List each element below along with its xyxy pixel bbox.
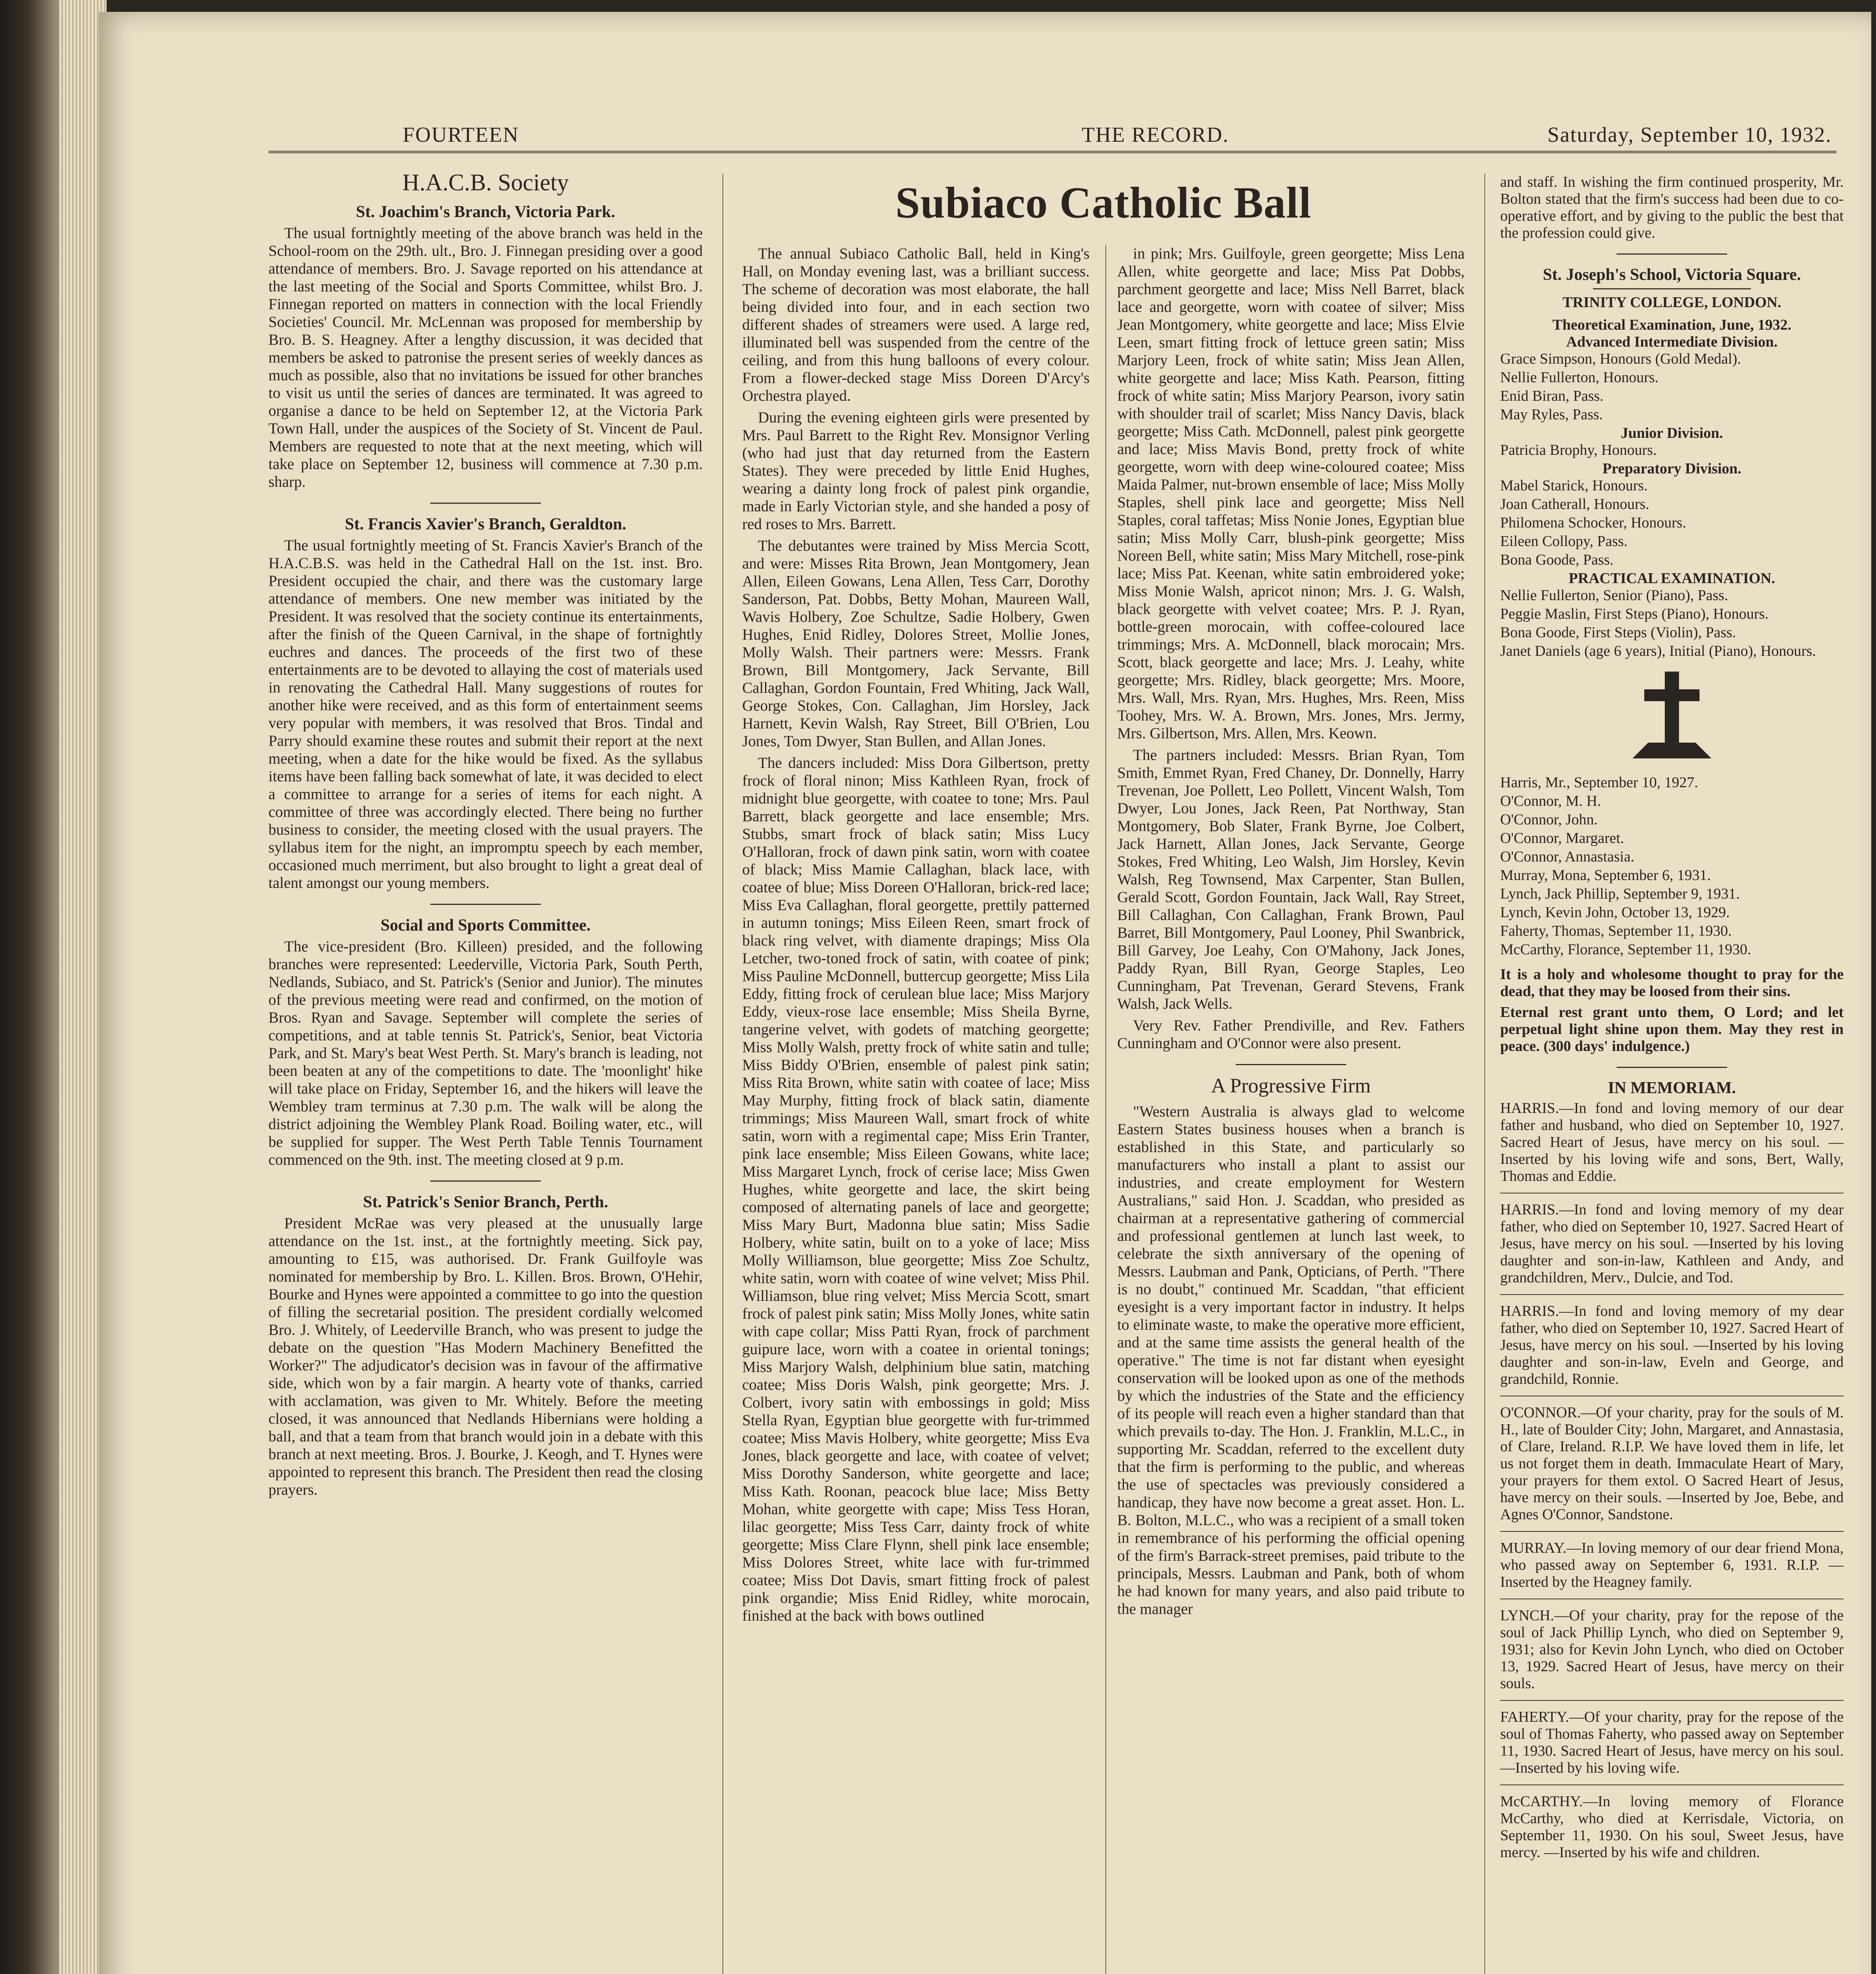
article-text: The dancers included: Miss Dora Gilbertson, pretty frock of floral ninon; Miss Kathleen Ryan, frock of midnight blue georgette, with coatee to tone; Mrs. Paul Barrett, black georgette and lace ensemble; Mrs. Stubbs, smart frock of black satin; Miss Lucy O'Halloran, frock of dawn pink satin, worn with coatee of black; Miss Mamie Callaghan, black lace, with coatee of blue; Miss Doreen O'Halloran, brick-red lace; Miss Eva Callaghan, floral georgette, prettily patterned in autumn tonings; Miss Eileen Reen, smart frock of black ring velvet, with diamente drapings; Miss Ola Letcher, two-toned frock of satin, with coatee of pink; Miss Pauline McDonnell, buttercup georgette; Miss Lila Eddy, fitting frock of cerulean blue lace; Miss Marjory Eddy, vieux-rose lace ensemble; Miss Sheila Byrne, tangerine velvet, with godets of matching georgette; Miss Molly Walsh, pretty frock of white satin and tulle; Miss Biddy O'Brien, ensemble of palest pink satin; Miss Rita Brown, white satin with coatee of lace; Miss May Murphy, fitting frock of black satin, diamente trimmings; Miss Maureen Wall, smart frock of white satin, worn with a regimental cape; Miss Erin Tranter, pink lace ensemble; Miss Eileen Gowans, white lace; Miss Margaret Lynch, frock of cerise lace; Miss Gwen Hughes, white georgette and lace, the skirt being composed of alternating panels of lace and georgette; Miss Mary Burt, Madonna blue satin; Miss Sadie Holbery, white satin, built on to a yoke of lace; Miss Molly Williamson, blue georgette; Miss Zoe Schultz, white satin, worn with coatee of wine velvet; Miss Phil. Williamson, blue ring velvet; Miss Mercia Scott, smart frock of palest pink satin; Miss Molly Jones, white satin with cape collar; Miss Patti Ryan, frock of parchment guipure lace, worn with a coatee in oriental tonings; Miss Marjory Walsh, delphinium blue satin, matching coatee; Miss Doris Walsh, pink georgette; Mrs. J. Colbert, ivory satin with embossings in gold; Miss Stella Ryan, Egyptian blue georgette with fur-trimmed coatee; Miss Mavis Holbery, white georgette; Miss Eva Jones, black georgette and lace, with coatee of velvet; Miss Dorothy Sanderson, white georgette and lace; Miss Kath. Roonan, peacock blue lace; Miss Betty Mohan, white georgette with cape; Miss Tess Horan, lilac georgette; Miss Tess Carr, dainty frock of white georgette; Miss Clare Flynn, shell pink lace ensemble; Miss Dolores Street, white lace with fur-trimmed coatee; Miss Dot Davis, smart fitting frock of palest pink organdie; Miss Enid Ridley, white morocain, finished at the back with bows outlined bbox=[742, 754, 1090, 1624]
article-text: in pink; Mrs. Guilfoyle, green georgette; Miss Lena Allen, white georgette and lace; Miss Pat Dobbs, parchment georgette and lace; Miss Nell Barret, black lace and georgette, worn with coatee of silver; Miss Jean Montgomery, white georgette and lace; Miss Elvie Leen, smart fitting frock of lettuce green satin; Miss Marjory Leen, frock of white satin; Miss Jean Allen, white georgette and lace; Miss Kath. Pearson, fitting frock of white satin; Miss Marjory Pearson, ivory satin with shoulder trail of scarlet; Miss Nancy Davis, black georgette; Miss Cath. McDonnell, palest pink georgette and lace; Miss Mavis Bond, pretty frock of white georgette, worn with deep wine-coloured coatee; Miss Maida Palmer, nut-brown ensemble of lace; Miss Molly Staples, shell pink lace and georgette; Miss Nell Staples, coral taffetas; Miss Nonie Jones, Egyptian blue satin; Miss Molly Carr, blush-pink georgette; Miss Noreen Bell, white satin; Miss Mary Mitchell, rose-pink lace; Miss Pat. Keenan, white satin embroidered yoke; Miss Monie Walsh, apricot ninon; Mrs. J. G. Walsh, black georgette with velvet coatee; Mrs. P. J. Ryan, bottle-green morocain, with coffee-coloured lace trimmings; Mrs. A. McDonnell, black morocain; Mrs. Scott, black georgette and lace; Mrs. J. Leahy, white georgette; Mrs. Ridley, black georgette; Mrs. Moore, Mrs. Wall, Mrs. Ryan, Mrs. Hughes, Mrs. Reen, Miss Toohey, Mrs. W. A. Brown, Mrs. Jones, Mrs. Jermy, Mrs. Gilbertson, Mrs. Allen, Mrs. Keown. bbox=[1117, 245, 1465, 742]
article-text: The annual Subiaco Catholic Ball, held in King's Hall, on Monday evening last, was a brilliant success. The scheme of decoration was most elaborate, the hall being divided into four, and in each section two different shades of streamers were used. A large red, illuminated bell was suspended from the centre of the ceiling, and from this hung balloons of every colour. From a flower-decked stage Miss Doreen D'Arcy's Orchestra played. bbox=[742, 245, 1090, 404]
exam-title: Theoretical Examination, June, 1932. bbox=[1552, 317, 1792, 333]
firm-title: A Progressive Firm bbox=[1211, 1075, 1371, 1097]
result-item: Bona Goode, Pass. bbox=[1500, 552, 1614, 568]
deaths-list bbox=[1500, 774, 1844, 958]
result-item: Grace Simpson, Honours (Gold Medal). bbox=[1500, 351, 1741, 367]
in-memoriam bbox=[1500, 1080, 1844, 1861]
death-entry: O'Connor, Annastasia. bbox=[1500, 848, 1634, 865]
result-item: Nellie Fullerton, Senior (Piano), Pass. bbox=[1500, 587, 1728, 604]
result-item: Patricia Brophy, Honours. bbox=[1500, 442, 1657, 458]
right-column bbox=[1500, 174, 1844, 1974]
eternal-rest-text: Eternal rest grant unto them, O Lord; and let perpetual light shine upon them. May they rest in peace. (300 days' indulgence.) bbox=[1500, 1004, 1844, 1055]
death-entry: Faherty, Thomas, September 11, 1930. bbox=[1500, 923, 1732, 939]
result-item: Joan Catherall, Honours. bbox=[1500, 496, 1649, 512]
divider bbox=[430, 904, 541, 905]
article-text: and staff. In wishing the firm continued prosperity, Mr. Bolton stated that the firm's success had been due to co-operative effort, and by giving to the public the best that the profession could give. bbox=[1500, 174, 1844, 241]
death-entry: O'Connor, M. H. bbox=[1500, 793, 1601, 809]
result-item: Philomena Schocker, Honours. bbox=[1500, 514, 1687, 531]
article-text: The vice-president (Bro. Killeen) presided, and the following branches were represented: Leederville, Victoria Park, South Perth, Nedlands, Subiaco, and St. Patrick's (Senior and Junior). The minutes of the previous meeting were read and confirmed, on the motion of Bros. Ryan and Savage. September will complete the series of competitions, and at table tennis St. Patrick's, Senior, beat Victoria Park, and St. Mary's beat West Perth. St. Mary's branch is leading, not been beaten at any of the competitions to date. The 'moonlight' hike will take place on Friday, September 16, and the hikers will leave the Wembley tram terminus at 7.30 p.m. The walk will be along the district adjoining the Wembley Plank Road. Boiling water, etc., will be supplied for supper. The West Perth Table Tennis Tournament commenced on the 9th. inst. The meeting closed at 9 p.m. bbox=[268, 938, 703, 1168]
article-text: President McRae was very pleased at the unusually large attendance on the 1st. inst., at the fortnightly meeting. Sick pay, amounting to £15, was authorised. Dr. Frank Guilfoyle was nominated for membership by Bro. L. Killen. Bros. Brown, O'Hehir, Bourke and Hynes were appointed a committee to go into the question of filling the secretarial position. The president cordially welcomed Bro. J. Whitely, of Leederville Branch, who was present to judge the debate on the question "Has Modern Machinery Benefitted the Worker?" The adjudicator's decision was in favour of the affirmative side, which won by a fair margin. A hearty vote of thanks, carried with acclamation, was given to Mr. Whitely. Before the meeting closed, it was announced that Nedlands Hibernians were holding a ball, and that a team from that branch would join in a debate with this branch at next meeting. Bros. J. Bourke, J. Keogh, and T. Hynes were appointed to represent this branch. The President then read the closing prayers. bbox=[268, 1215, 703, 1498]
division-preparatory: Preparatory Division. bbox=[1602, 460, 1741, 477]
division-advanced: Advanced Intermediate Division. bbox=[1566, 334, 1778, 350]
memoriam-title: IN MEMORIAM. bbox=[1608, 1079, 1736, 1097]
result-item: Nellie Fullerton, Honours. bbox=[1500, 369, 1659, 386]
section-heading: St. Patrick's Senior Branch, Perth. bbox=[363, 1193, 608, 1211]
death-entry: Lynch, Kevin John, October 13, 1929. bbox=[1500, 904, 1730, 921]
college-name: TRINITY COLLEGE, LONDON. bbox=[1563, 294, 1781, 311]
school-title: St. Joseph's School, Victoria Square. bbox=[1543, 266, 1801, 284]
divider bbox=[1617, 1067, 1727, 1068]
divider bbox=[1617, 253, 1727, 255]
memoriam-entry: HARRIS.—In fond and loving memory of my dear father, who died on September 10, 1927. Sacred Heart of Jesus, have mercy on his soul. —Inserted by his loving daughter and son-in-law, Kathleen and Andy, and grandchildren, Merv., Dulcie, and Tod. bbox=[1500, 1201, 1844, 1286]
memoriam-entry: MURRAY.—In loving memory of our dear friend Mona, who passed away on September 6, 1931. R.I.P. —Inserted by the Heagney family. bbox=[1500, 1540, 1844, 1590]
result-item: Janet Daniels (age 6 years), Initial (Piano), Honours. bbox=[1500, 643, 1816, 659]
memoriam-entry: HARRIS.—In fond and loving memory of my dear father, who died on September 10, 1927. Sacred Heart of Jesus, have mercy on his soul. —Inserted by his loving daughter and son-in-law, Eveln and George, and grandchild, Ronnie. bbox=[1500, 1303, 1844, 1387]
death-entry: Murray, Mona, September 6, 1931. bbox=[1500, 867, 1711, 884]
memoriam-entry: FAHERTY.—Of your charity, pray for the repose of the soul of Thomas Faherty, who passed away on September 11, 1930. Sacred Heart of Jesus, have mercy on his soul. —Inserted by his loving wife. bbox=[1500, 1709, 1844, 1776]
divider bbox=[430, 503, 541, 504]
page-number: FOURTEEN bbox=[403, 123, 519, 146]
article-text: Very Rev. Father Prendiville, and Rev. Fathers Cunningham and O'Connor were also present. bbox=[1117, 1017, 1465, 1052]
memoriam-entry: McCARTHY.—In loving memory of Florance McCarthy, who died at Kerrisdale, Victoria, on September 11, 1930. On his soul, Sweet Jesus, have mercy. —Inserted by his wife and children. bbox=[1500, 1793, 1844, 1861]
masthead-rule bbox=[268, 151, 1837, 153]
results-list bbox=[1500, 587, 1844, 660]
death-entry: Lynch, Jack Phillip, September 9, 1931. bbox=[1500, 886, 1740, 902]
memoriam-entry: HARRIS.—In fond and loving memory of our dear father and husband, who died on September 10, 1927. Sacred Heart of Jesus, have mercy on his soul. —Inserted by his loving wife and sons, Bert, Wally, Thomas and Eddie. bbox=[1500, 1100, 1844, 1184]
results-list bbox=[1500, 351, 1844, 423]
article-text: The usual fortnightly meeting of St. Francis Xavier's Branch of the H.A.C.B.S. was held in the Cathedral Hall on the 1st. inst. Bro. President occupied the chair, and there was the customary large attendance of members. One new member was initiated by the President. It was resolved that the society continue its entertainments, after the finish of the Queen Carnival, in the shape of fortnightly euchres and dances. The proceeds of the first two of these entertainments are to be devoted to allaying the cost of materials used in renovating the Cathedral Hall. Many suggestions of routes for another hike were received, and as this form of entertainment seems very popular with members, it was resolved that Bros. Tindal and Parry should examine these routes and submit their report at the next meeting, when a date for the hike would be fixed. As the syllabus items have been falling back somewhat of late, it was decided to elect a committee to arrange for a series of items for each night. A committee of three was accordingly elected. There being no further business to consider, the meeting closed with the usual prayers. The syllabus item for the night, an impromptu speech by each member, occasioned much merriment, but also brought to light a great deal of talent amongst our young members. bbox=[268, 537, 703, 891]
hacb-column bbox=[268, 169, 703, 1974]
ball-headline: Subiaco Catholic Ball bbox=[895, 178, 1312, 227]
memoriam-entry: O'CONNOR.—Of your charity, pray for the souls of M. H., late of Boulder City; John, Margaret, and Annastasia, of Clare, Ireland. R.I.P. We have loved them in life, let us not forget them in death. Immaculate Heart of Mary, your prayers for them extol. O Sacred Heart of Jesus, have mercy on their souls. —Inserted by Joe, Bebe, and Agnes O'Connor, Sandstone. bbox=[1500, 1404, 1844, 1523]
result-item: Peggie Maslin, First Steps (Piano), Honours. bbox=[1500, 606, 1769, 622]
death-entry: O'Connor, Margaret. bbox=[1500, 830, 1624, 846]
death-entry: O'Connor, John. bbox=[1500, 811, 1598, 828]
cross-icon bbox=[1632, 672, 1711, 762]
result-item: May Ryles, Pass. bbox=[1500, 406, 1603, 423]
result-item: Eileen Collopy, Pass. bbox=[1500, 533, 1628, 550]
section-heading: Social and Sports Committee. bbox=[381, 916, 591, 934]
hacb-title: H.A.C.B. Society bbox=[402, 169, 569, 195]
divider bbox=[1593, 288, 1751, 289]
section-heading: St. Francis Xavier's Branch, Geraldton. bbox=[345, 515, 627, 533]
column-rule bbox=[722, 174, 723, 1974]
article-text: The usual fortnightly meeting of the above branch was held in the School-room on the 29th. ult., Bro. J. Finnegan presiding over a good attendance of members. Bro. J. Savage reported on his attendance at the last meeting of the Social and Sports Committee, whilst Bro. J. Finnegan reported on matters in connection with the local Friendly Societies' Council. Mr. McLennan was proposed for membership by Bro. B. S. Heagney. After a lengthy discussion, it was decided that members be asked to patronise the present series of weekly dances as much as possible, also that no invitations be issued for other branches to visit us until the series of dances are terminated. It was agreed to organise a dance to be held on September 12, at the Victoria Park Town Hall, under the auspices of the Society of St. Vincent de Paul. Members are requested to note that at the next meeting, which will take place on September 12, business will commence at 7.30 p.m. sharp. bbox=[268, 225, 703, 490]
paper-title: THE RECORD. bbox=[1082, 123, 1229, 146]
divider bbox=[1236, 1064, 1346, 1065]
result-item: Mabel Starick, Honours. bbox=[1500, 477, 1648, 494]
ball-column-1 bbox=[742, 245, 1090, 1895]
article-text: During the evening eighteen girls were presented by Mrs. Paul Barrett to the Right Rev. Monsignor Verling (who had just that day returned from the Eastern States). They were preceded by little Enid Hughes, wearing a dainty long frock of palest pink organdie, made in Early Victorian style, and she handed a posy of red roses to Mrs. Barrett. bbox=[742, 409, 1090, 533]
division-junior: Junior Division. bbox=[1621, 425, 1723, 441]
column-rule bbox=[1484, 174, 1485, 1974]
issue-date: Saturday, September 10, 1932. bbox=[1547, 123, 1832, 146]
article-text: The debutantes were trained by Miss Mercia Scott, and were: Misses Rita Brown, Jean Montgomery, Jean Allen, Eileen Gowans, Lena Allen, Tess Carr, Dorothy Sanderson, Pat. Dobbs, Betty Mohan, Maureen Wall, Wavis Holbery, Zoe Schultze, Sadie Holbery, Gwen Hughes, Enid Ridley, Dolores Street, Mollie Jones, Molly Walsh. Their partners were: Messrs. Frank Brown, Bill Montgomery, Jack Servante, Bill Callaghan, Gordon Fountain, Fred Whiting, Jack Wall, George Stokes, Con. Callaghan, Jim Horsley, Jack Harnett, Kevin Walsh, Ray Street, Bill O'Brien, Lou Jones, Tom Dwyer, Stan Bullen, and Allan Jones. bbox=[742, 537, 1090, 750]
results-list bbox=[1500, 442, 1844, 459]
memoriam-entry: LYNCH.—Of your charity, pray for the repose of the soul of Jack Phillip Lynch, who died on September 9, 1931; also for Kevin John Lynch, who died on October 13, 1929. Sacred Heart of Jesus, have mercy on their souls. bbox=[1500, 1607, 1844, 1692]
ball-column-2 bbox=[1117, 245, 1465, 1895]
result-item: Enid Biran, Pass. bbox=[1500, 388, 1604, 404]
prayer-text: It is a holy and wholesome thought to pray for the dead, that they may be loosed from their sins. bbox=[1500, 966, 1844, 1000]
article-text: The partners included: Messrs. Brian Ryan, Tom Smith, Emmet Ryan, Fred Chaney, Dr. Donnelly, Harry Trevenan, Joe Pollett, Leo Pollett, Vincent Walsh, Tom Dwyer, Lou Jones, Jack Reen, Pat Northway, Stan Montgomery, Bob Slater, Frank Byrne, Joe Colbert, Jack Harnett, Allan Jones, Jack Servante, George Stokes, Fred Whiting, Leo Walsh, Jim Horsley, Kevin Walsh, Reg Townsend, Max Carpenter, Stan Bullen, Gerald Scott, Gordon Fountain, Jack Wall, Ray Street, Bill Callaghan, Con Callaghan, Frank Brown, Paul Barret, Bill Montgomery, Paul Looney, Phil Swanbrick, Bill Garvey, Joe Leahy, Con O'Mahony, Jack Jones, Paddy Ryan, Bill Ryan, George Staples, Leo Cunningham, Pat Trevenan, Gerard Stevens, Frank Walsh, Jack Wells. bbox=[1117, 747, 1465, 1012]
article-text: "Western Australia is always glad to welcome Eastern States business houses when a branch is established in this State, and particularly so manufacturers who install a plant to assist our industries, and create employment for Western Australians," said Hon. J. Scaddan, who presided as chairman at a representative gathering of commercial and professional gentlemen at lunch last week, to celebrate the sixth anniversary of the opening of Messrs. Laubman and Pank, Opticians, of Perth. "There is no doubt," continued Mr. Scaddan, "that efficient eyesight is a very important factor in industry. It helps to eliminate waste, to make the operative more efficient, and at the same time assists the general health of the operative." The time is not far distant when eyesight conservation will be looked upon as one of the methods by which the industries of the State and the efficiency of its people will reach even a higher standard than that which prevails to-day. The Hon. J. Franklin, M.L.C., in supporting Mr. Scaddan, referred to the excellent duty that the firm is performing to the public, and whereas the use of spectacles was previously considered a handicap, they have now become a great asset. Hon. L. B. Bolton, M.L.C., who was a recipient of a small token in remembrance of his performing the official opening of the firm's Barrack-street premises, paid tribute to the principals, Messrs. Laubman and Pank, both of whom he had known for many years, and also paid tribute to the manager bbox=[1117, 1103, 1465, 1617]
death-entry: Harris, Mr., September 10, 1927. bbox=[1500, 774, 1698, 791]
column-rule bbox=[1105, 245, 1106, 1974]
practical-heading: PRACTICAL EXAMINATION. bbox=[1568, 570, 1775, 587]
section-heading: St. Joachim's Branch, Victoria Park. bbox=[356, 203, 615, 221]
death-entry: McCarthy, Florance, September 11, 1930. bbox=[1500, 941, 1751, 958]
divider bbox=[430, 1180, 541, 1182]
result-item: Bona Goode, First Steps (Violin), Pass. bbox=[1500, 624, 1736, 641]
results-list bbox=[1500, 477, 1844, 569]
